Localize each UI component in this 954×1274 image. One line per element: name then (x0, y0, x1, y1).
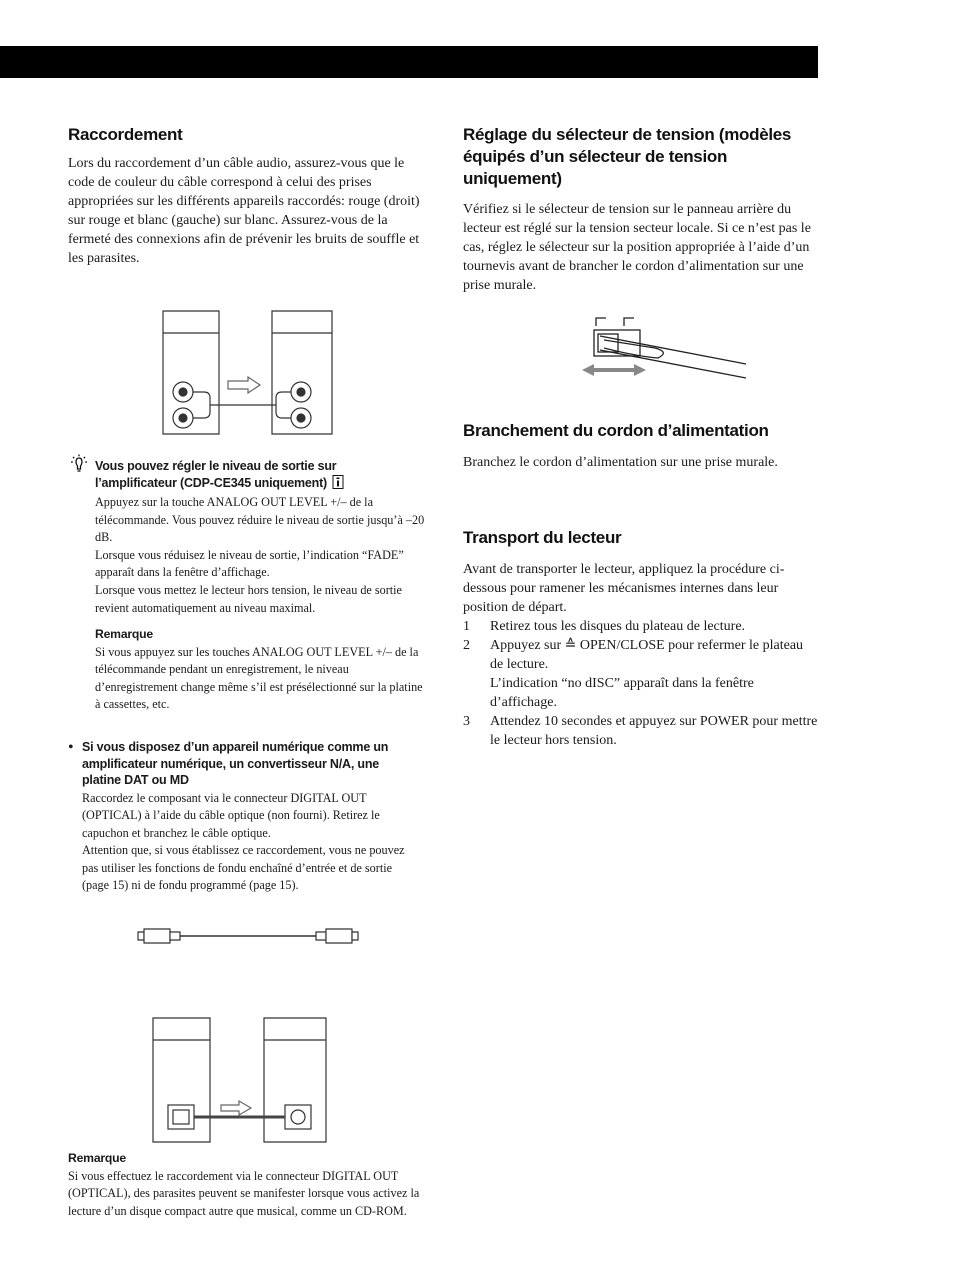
tip-para3: Lorsque vous mettez le lecteur hors tension, le niveau de sortie revient automatiquement au niveau maximal. (95, 582, 402, 615)
slide-arrow-left-head (582, 364, 594, 376)
optical-plug-right (326, 929, 352, 943)
remote-icon (332, 475, 344, 494)
selector-mark-left (596, 318, 606, 326)
voltage-selector-diagram (580, 314, 750, 382)
direction-arrow-optical (221, 1101, 251, 1115)
section-connection (68, 124, 423, 268)
step-text: Appuyez sur ≙ OPEN/CLOSE pour refermer le plateau de lecture. (490, 638, 804, 672)
section-transport (463, 527, 818, 750)
step-number: 3 (463, 714, 470, 729)
bottom-note-label: Remarque (68, 1151, 127, 1165)
digital-para1: Raccordez le composant via le connecteur DIGITAL OUT (OPTICAL) à l’aide du câble optique (non fourni). Retirez le capuchon et branchez le câble optique. (82, 790, 380, 840)
tip-title-line2: l’amplificateur (CDP-CE345 uniquement) (95, 475, 328, 490)
analog-connection-diagram (160, 308, 335, 436)
transport-steps (463, 617, 818, 750)
digital-block (82, 739, 414, 895)
bottom-note-text: Si vous effectuez le raccordement via le connecteur DIGITAL OUT (OPTICAL), des parasites peuvent se manifester lorsque vous activez la lecture d’un disque compact autre que musical, comme un CD-ROM. (68, 1168, 420, 1218)
tip-title-line2-row (95, 475, 425, 494)
screwdriver-bottom (600, 350, 746, 378)
tip-title-line1: Vous pouvez régler le niveau de sortie sur (95, 459, 337, 473)
connection-title: Raccordement (68, 125, 183, 144)
direction-arrow (228, 377, 260, 393)
slide-arrow-right-head (634, 364, 646, 376)
lightbulb-icon (69, 454, 89, 474)
voltage-text: Vérifiez si le sélecteur de tension sur le panneau arrière du lecteur est réglé sur la tension secteur locale. Si ce n’est pas le cas, réglez le sélecteur sur la position appropriée à l’aide d’un tournevis avant de brancher le cordon d’alimentation sur une prise murale. (463, 202, 811, 293)
cable-right-loop (276, 392, 291, 418)
optical-plug-left (144, 929, 170, 943)
digital-bullet: • (68, 739, 74, 756)
tip-para2: Lorsque vous réduisez le niveau de sortie, l’indication “FADE” apparaît dans la fenêtre d’affichage. (95, 547, 404, 580)
step-text: Retirez tous les disques du plateau de lecture. (490, 619, 746, 634)
tip-para1: Appuyez sur la touche ANALOG OUT LEVEL +/– de la télécommande. Vous pouvez réduire le niveau de sortie jusqu’à –20 dB. (95, 495, 425, 545)
tip-block (95, 458, 425, 714)
optical-connection-diagram (151, 1016, 329, 1144)
step-number: 2 (463, 638, 470, 653)
tip-note-label: Remarque (95, 627, 154, 642)
transport-intro: Avant de transporter le lecteur, appliquez la procédure ci-dessous pour ramener les mécanismes internes dans leur position de départ. (463, 562, 785, 615)
header-bar (0, 46, 818, 78)
step-extra: L’indication “no dISC” apparaît dans la fenêtre d’affichage. (490, 676, 754, 710)
tip-note-text: Si vous appuyez sur les touches ANALOG OUT LEVEL +/– de la télécommande pendant un enregistrement, le niveau d’enregistrement change même s’il est présélectionné sur la platine à cassettes, etc. (95, 644, 423, 712)
connection-text: Lors du raccordement d’un câble audio, assurez-vous que le code de couleur du câble correspond à celui des prises appropriées sur les différents appareils raccordés: rouge (droit) sur rouge et blanc (gauche) sur blanc. Assurez-vous de la fermeté des connexions afin de prévenir les bruits de souffle et les parasites. (68, 156, 420, 266)
transport-title: Transport du lecteur (463, 528, 622, 547)
voltage-title: Réglage du sélecteur de tension (modèles équipés d’un sélecteur de tension uniquement) (463, 125, 792, 188)
list-item (463, 712, 818, 750)
power-title: Branchement du cordon d’alimentation (463, 421, 769, 440)
list-item (463, 636, 818, 712)
digital-para2: Attention que, si vous établissez ce raccordement, vous ne pouvez pas utiliser les fonctions de fondu enchaîné d’entrée et de sortie (page 15) ni de fondu programmé (page 15). (82, 843, 405, 893)
step-number: 1 (463, 619, 470, 634)
section-voltage (463, 124, 818, 295)
cable-left-loop (193, 392, 210, 418)
selector-mark-right (624, 318, 634, 326)
bottom-note (68, 1150, 428, 1220)
section-power (463, 420, 818, 472)
list-item (463, 617, 818, 636)
step-text: Attendez 10 secondes et appuyez sur POWER pour mettre le lecteur hors tension. (490, 714, 818, 748)
digital-title: Si vous disposez d’un appareil numérique comme un amplificateur numérique, un convertisseur N/A, une platine DAT ou MD (82, 740, 389, 787)
screwdriver-top (600, 336, 746, 364)
optical-cable-illustration (136, 926, 361, 946)
power-text: Branchez le cordon d’alimentation sur une prise murale. (463, 455, 778, 470)
